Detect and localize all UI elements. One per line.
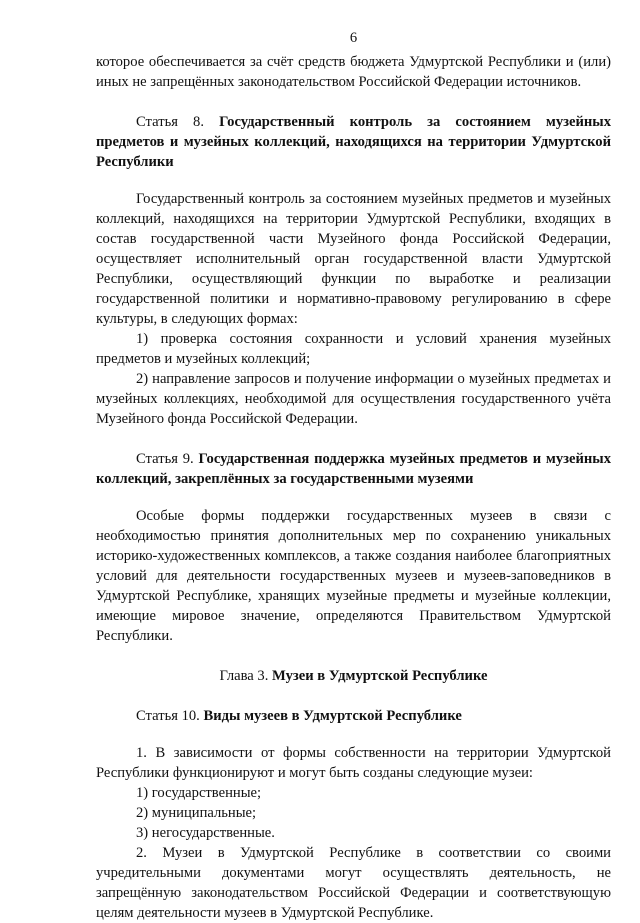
article-8-label: Статья 8. — [136, 114, 205, 130]
article-10-para-1: 1. В зависимости от формы собственности на территории Удмуртской Республики функционируют и могут быть созданы следующие музеи: — [96, 745, 611, 781]
article-8-heading — [96, 112, 611, 172]
article-9-heading — [96, 449, 611, 489]
chapter-3-label: Глава 3. — [219, 668, 269, 684]
article-10-item-1: 1) государственные; — [136, 785, 262, 801]
article-10-para-2: 2. Музеи в Удмуртской Республике в соответствии со своими учредительными документами могут осуществлять деятельность, не запрещённую законодательством Российской Федерации и соответствующую целям деятельности музеев в Удмуртской Республике. — [96, 845, 611, 921]
article-10-title: Виды музеев в Удмуртской Республике — [203, 708, 462, 724]
article-8-body: Государственный контроль за состоянием музейных предметов и музейных коллекций, находящихся на территории Удмуртской Республики, входящих в состав государственной части Музейного фонда Российской Федерации, осуществляет исполнительный орган государственной власти Удмуртской Республики, осуществляющий функции по выработке и реализации государственной политики и нормативно-правовому регулированию в сфере культуры, в следующих формах: — [96, 191, 611, 327]
article-9-body: Особые формы поддержки государственных музеев в связи с необходимостью принятия дополнительных мер по сохранению уникальных историко-художественных комплексов, а также создания наиболее благоприятных условий для деятельности государственных музеев и музеев-заповедников в Удмуртской Республике, хранящих музейные предметы и музейные коллекции, имеющие мировое значение, определяются Правительством Удмуртской Республики. — [96, 508, 611, 644]
article-10-item-3: 3) негосударственные. — [136, 825, 275, 841]
article-8-item-1: 1) проверка состояния сохранности и условий хранения музейных предметов и музейных коллекций; — [96, 331, 611, 367]
article-10-label: Статья 10. — [136, 708, 200, 724]
article-9-label: Статья 9. — [136, 451, 194, 467]
article-9-title: Государственная поддержка музейных предметов и музейных коллекций, закреплённых за государственными музеями — [96, 451, 611, 487]
article-8-title: Государственный контроль за состоянием музейных предметов и музейных коллекций, находящихся на территории Удмуртской Республики — [96, 114, 611, 170]
chapter-3-heading — [96, 666, 611, 686]
article-10-heading — [96, 706, 611, 726]
intro-paragraph: которое обеспечивается за счёт средств бюджета Удмуртской Республики и (или) иных не запрещённых законодательством Российской Федерации источников. — [96, 54, 611, 90]
article-10-item-2: 2) муниципальные; — [136, 805, 257, 821]
chapter-3-title: Музеи в Удмуртской Республике — [272, 668, 488, 684]
article-8-item-2: 2) направление запросов и получение информации о музейных предметах и музейных коллекциях, необходимой для осуществления государственного учёта Музейного фонда Российской Федерации. — [96, 371, 611, 427]
page-number: 6 — [349, 30, 358, 46]
